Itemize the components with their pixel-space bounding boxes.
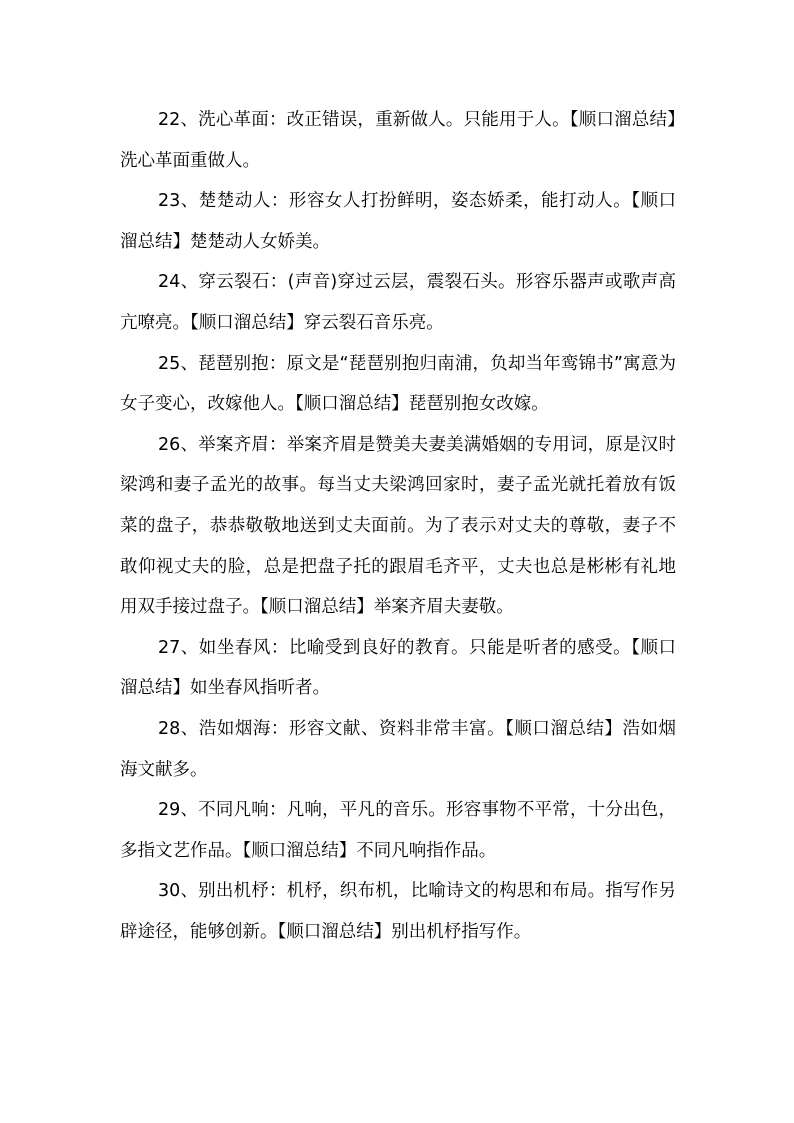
document-body [120,100,676,952]
idiom-entry-29: 29、不同凡响：凡响，平凡的音乐。形容事物不平常，十分出色，多指文艺作品。【顺口溜总结】不同凡响指作品。 [120,800,676,861]
idiom-entry-26: 26、举案齐眉：举案齐眉是赞美夫妻美满婚姻的专用词，原是汉时梁鸿和妻子孟光的故事。每当丈夫梁鸿回家时，妻子孟光就托着放有饭菜的盘子，恭恭敬敬地送到丈夫面前。为了表示对丈夫的尊敬，妻子不敢仰视丈夫的脸，总是把盘子托的跟眉毛齐平，丈夫也总是彬彬有礼地用双手接过盘子。【顺口溜总结】举案齐眉夫妻敬。 [120,434,676,618]
idiom-entry-30: 30、别出机杼：机杼，织布机，比喻诗文的构思和布局。指写作另辟途径，能够创新。【顺口溜总结】别出机杼指写作。 [120,881,676,942]
idiom-entry-25: 25、琵琶别抱：原文是“琵琶别抱归南浦，负却当年鸾锦书”寓意为女子变心，改嫁他人。【顺口溜总结】琵琶别抱女改嫁。 [120,353,676,415]
idiom-entry-23: 23、楚楚动人：形容女人打扮鲜明，姿态娇柔，能打动人。【顺口溜总结】楚楚动人女娇美。 [120,191,676,252]
idiom-entry-22: 22、洗心革面：改正错误，重新做人。只能用于人。【顺口溜总结】洗心革面重做人。 [120,110,676,171]
idiom-entry-27: 27、如坐春风：比喻受到良好的教育。只能是听者的感受。【顺口溜总结】如坐春风指听者。 [120,637,676,699]
idiom-entry-24: 24、穿云裂石：(声音)穿过云层，震裂石头。形容乐器声或歌声高亢嘹亮。【顺口溜总结】穿云裂石音乐亮。 [120,272,676,333]
idiom-entry-28: 28、浩如烟海：形容文献、资料非常丰富。【顺口溜总结】浩如烟海文献多。 [120,718,676,780]
